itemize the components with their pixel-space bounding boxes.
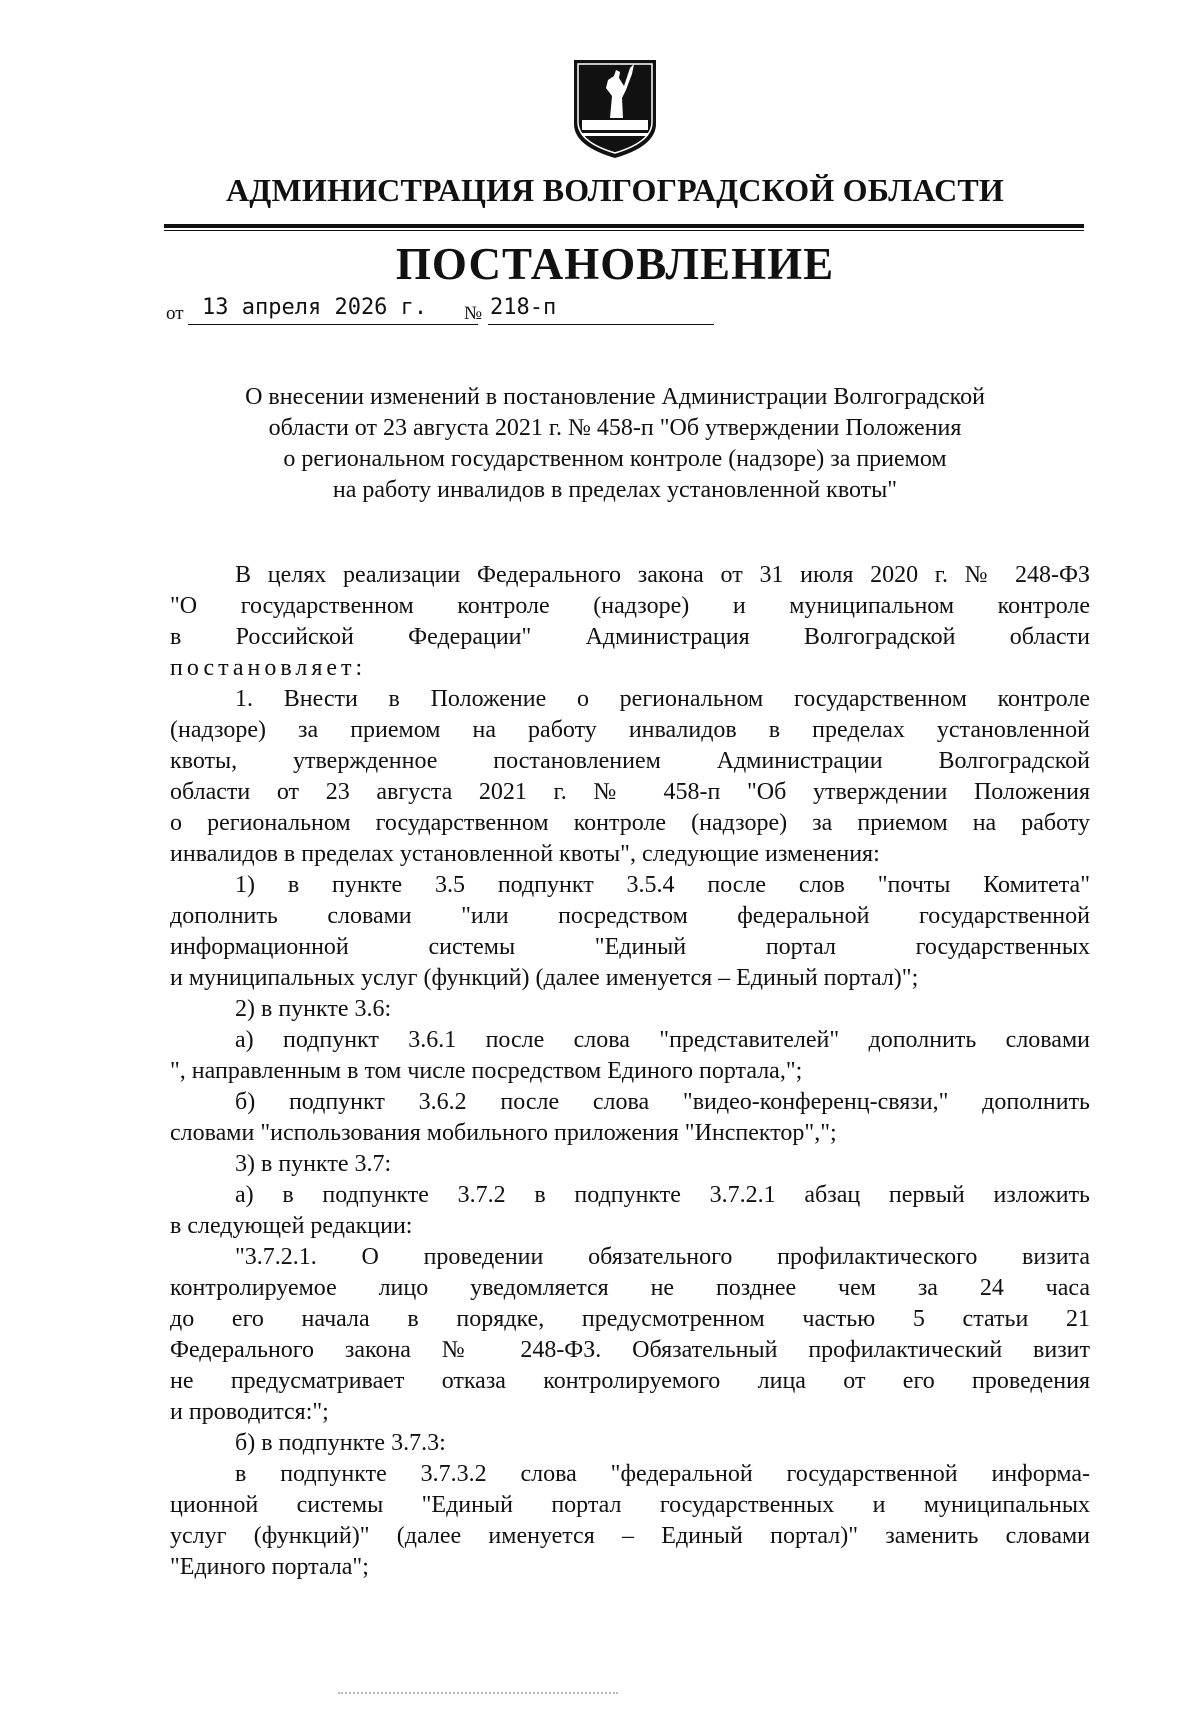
body-line: дополнить словами "или посредством федеральной государственной <box>170 903 1090 929</box>
body-line: контролируемое лицо уведомляется не позднее чем за 24 часа <box>170 1275 1090 1301</box>
body-line: не предусматривает отказа контролируемого лица от его проведения <box>170 1368 1090 1394</box>
volgograd-emblem-icon <box>570 58 660 160</box>
body-line: ", направленным в том числе посредством Единого портала,"; <box>170 1058 803 1084</box>
body-line: а) в подпункте 3.7.2 в подпункте 3.7.2.1 абзац первый изложить <box>235 1182 1090 1208</box>
body-line: и муниципальных услуг (функций) (далее именуется – Единый портал)"; <box>170 965 919 991</box>
date-label: от <box>166 303 184 324</box>
body-line: В целях реализации Федерального закона от 31 июля 2020 г. № 248-ФЗ <box>235 562 1090 588</box>
body-line: словами "использования мобильного приложения "Инспектор","; <box>170 1120 837 1146</box>
body-line: инвалидов в пределах установленной квоты", следующие изменения: <box>170 841 880 867</box>
date-number-line <box>166 294 766 330</box>
body-line: "3.7.2.1. О проведении обязательного профилактического визита <box>235 1244 1090 1270</box>
body-line: б) подпункт 3.6.2 после слова "видео-конференц-связи," дополнить <box>235 1089 1090 1115</box>
subject-line: О внесении изменений в постановление Администрации Волгоградской <box>245 384 985 410</box>
body-line: до его начала в порядке, предусмотренном частью 5 статьи 21 <box>170 1306 1090 1332</box>
body-line: о региональном государственном контроле (надзоре) за приемом на работу <box>170 810 1090 836</box>
body-line: области от 23 августа 2021 г. № 458-п "Об утверждении Положения <box>170 779 1090 805</box>
body-line: квоты, утвержденное постановлением Администрации Волгоградской <box>170 748 1090 774</box>
date-value: 13 апреля 2026 г. <box>202 295 428 320</box>
body-line: 2) в пункте 3.6: <box>235 996 392 1022</box>
body-line: Федерального закона № 248-ФЗ. Обязательный профилактический визит <box>170 1337 1090 1363</box>
header-rule-thick <box>164 224 1084 228</box>
number-label: № <box>464 303 483 324</box>
body-line: "Единого портала"; <box>170 1554 369 1580</box>
body-line: в следующей редакции: <box>170 1213 413 1239</box>
body-line: информационной системы "Единый портал государственных <box>170 934 1090 960</box>
document-body <box>170 560 1090 1583</box>
document-type: ПОСТАНОВЛЕНИЕ <box>395 239 835 289</box>
organization-name: АДМИНИСТРАЦИЯ ВОЛГОГРАДСКОЙ ОБЛАСТИ <box>225 172 1005 208</box>
date-underline <box>188 324 478 325</box>
number-underline <box>488 324 714 325</box>
document-subject <box>150 382 1080 506</box>
body-line: 3) в пункте 3.7: <box>235 1151 392 1177</box>
subject-line: области от 23 августа 2021 г. № 458-п "Об утверждении Положения <box>268 415 962 441</box>
body-line: ционной системы "Единый портал государственных и муниципальных <box>170 1492 1090 1518</box>
body-line: а) подпункт 3.6.1 после слова "представителей" дополнить словами <box>235 1027 1090 1053</box>
body-line: 1) в пункте 3.5 подпункт 3.5.4 после слов "почты Комитета" <box>235 872 1090 898</box>
body-line: б) в подпункте 3.7.3: <box>235 1430 446 1456</box>
body-line: (надзоре) за приемом на работу инвалидов в пределах установленной <box>170 717 1090 743</box>
subject-line: на работу инвалидов в пределах установленной квоты" <box>332 477 898 503</box>
body-line: и проводится:"; <box>170 1399 329 1425</box>
body-line: постановляет: <box>170 655 367 681</box>
body-line: в подпункте 3.7.3.2 слова "федеральной государственной информа- <box>235 1461 1090 1487</box>
header-rule-thin <box>164 230 1084 231</box>
scan-artifact <box>338 1692 618 1700</box>
subject-line: о региональном государственном контроле (надзоре) за приемом <box>283 446 947 472</box>
body-line: 1. Внести в Положение о региональном государственном контроле <box>235 686 1090 712</box>
body-line: услуг (функций)" (далее именуется – Единый портал)" заменить словами <box>170 1523 1090 1549</box>
body-line: "О государственном контроле (надзоре) и муниципальном контроле <box>170 593 1090 619</box>
body-line: в Российской Федерации" Администрация Волгоградской области <box>170 624 1090 650</box>
number-value: 218-п <box>490 295 557 320</box>
